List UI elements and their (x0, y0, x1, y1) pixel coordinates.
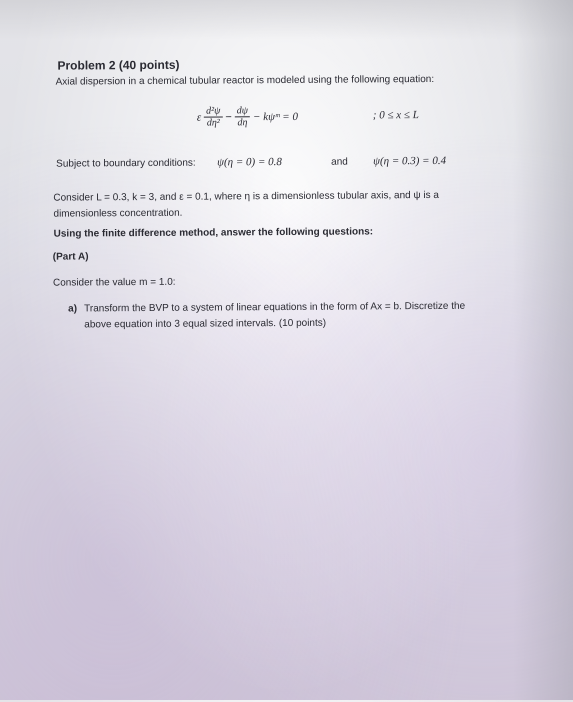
eq-minus: − (225, 110, 232, 123)
eq-frac1-numerator: d²ψ (204, 105, 222, 117)
eq-first-derivative (235, 105, 250, 128)
governing-equation (197, 105, 298, 129)
boundary-condition-2: ψ(η = 0.3) = 0.4 (373, 154, 447, 168)
item-a-text: Transform the BVP to a system of linear equations in the form of Ax = b. Discretize the (84, 300, 466, 315)
eq-reaction-term: − kψᵐ = 0 (252, 110, 298, 123)
intro-text: Axial dispersion in a chemical tubular reactor is modeled using the following equation: (55, 73, 435, 88)
consider-m-value: Consider the value m = 1.0: (52, 276, 176, 289)
eq-domain: ; 0 ≤ x ≤ L (372, 109, 419, 122)
problem-title: Problem 2 (40 points) (57, 57, 180, 73)
eq-second-derivative (204, 105, 222, 128)
eq-frac2-numerator: dψ (235, 105, 250, 117)
consider-parameters: Consider L = 0.3, k = 3, and ε = 0.1, where η is a dimensionless tubular axis, and ψ is a (53, 189, 440, 204)
bc-and: and (331, 156, 348, 168)
boundary-condition-1: ψ(η = 0) = 0.8 (217, 156, 282, 169)
bc-label: Subject to boundary conditions: (56, 157, 196, 170)
eq-epsilon: ε (196, 111, 202, 124)
part-a-heading: (Part A) (52, 251, 89, 263)
item-a-label: a) (68, 303, 78, 315)
eq-frac1-denominator: dη² (206, 117, 220, 129)
eq-frac2-denominator: dη (237, 117, 248, 129)
consider-parameters-cont: dimensionless concentration. (53, 207, 183, 220)
finite-difference-instruction: Using the finite difference method, answer the following questions: (53, 226, 374, 240)
item-a-text-cont: above equation into 3 equal sized intervals. (10 points) (84, 317, 327, 331)
